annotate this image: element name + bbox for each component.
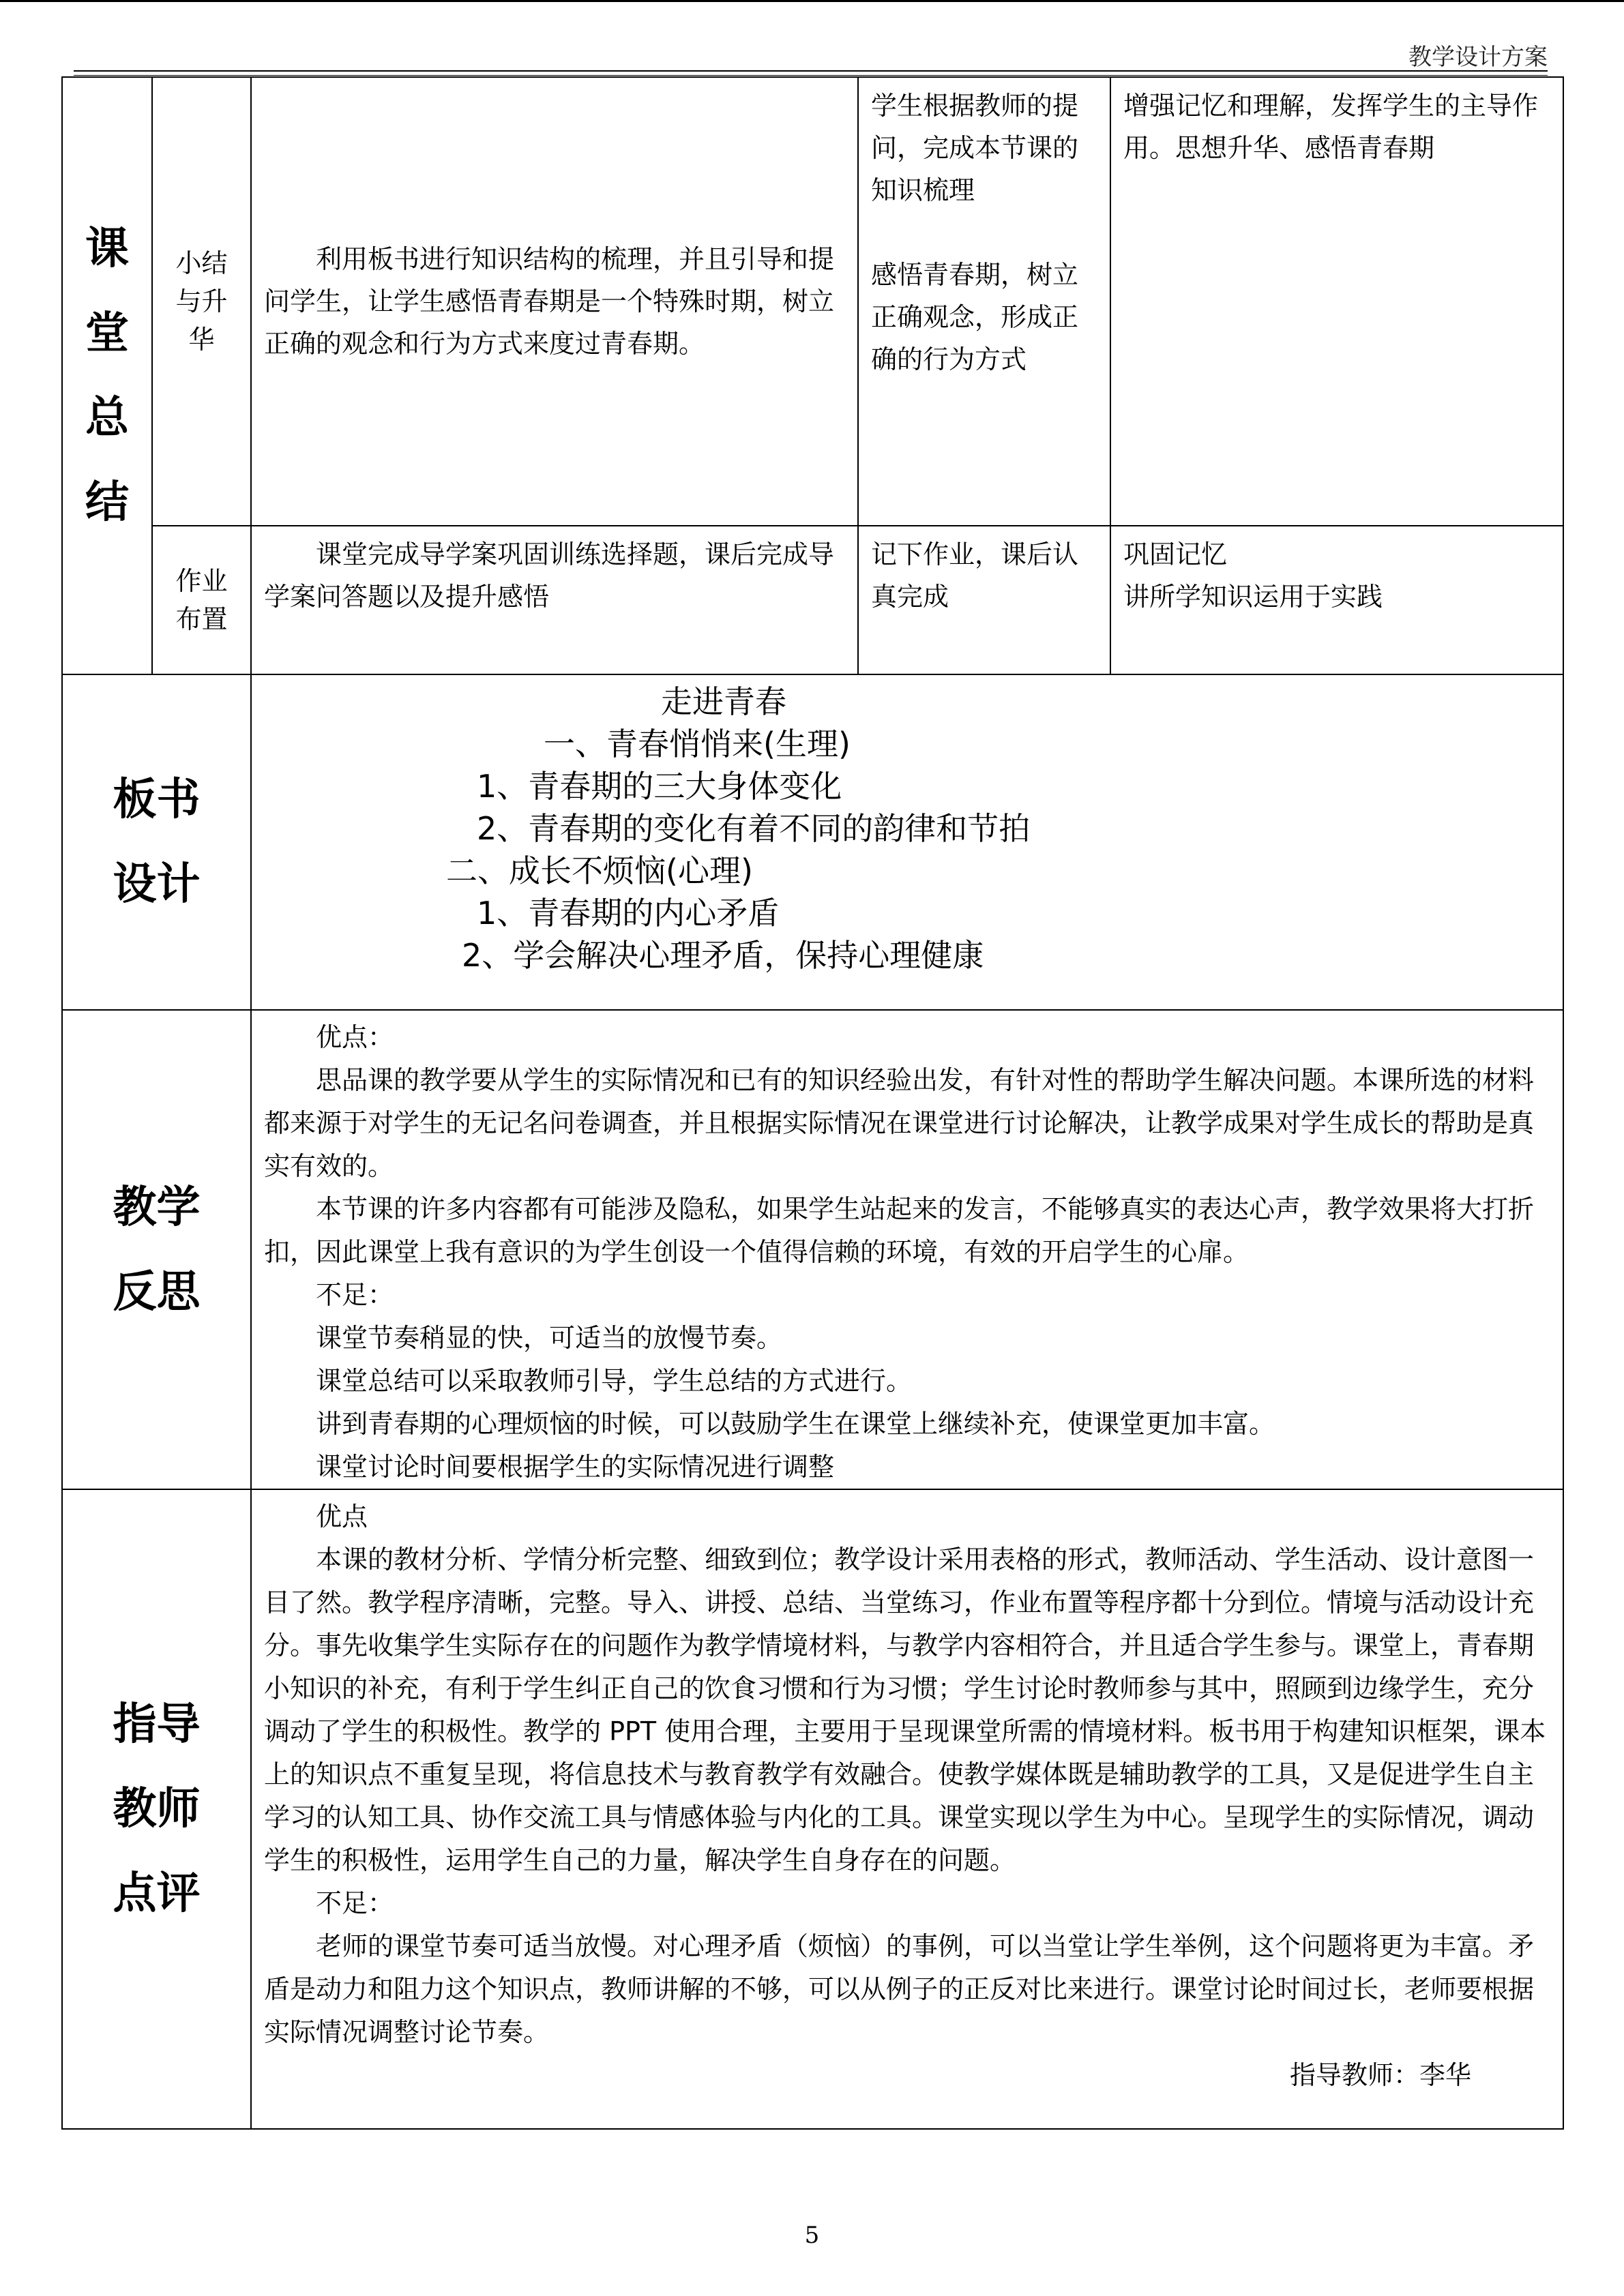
homework-teacher-activity: 课堂完成导学案巩固训练选择题，课后完成导学案问答题以及提升感悟: [251, 526, 858, 674]
reflection-weak-1: 课堂节奏稍显的快，可适当的放慢节奏。: [316, 1323, 783, 1353]
reflection-weak-3: 讲到青春期的心理烦恼的时候，可以鼓励学生在课堂上继续补充，使课堂更加丰富。: [316, 1409, 1275, 1439]
reflection-strengths-label: 优点：: [316, 1022, 394, 1052]
section-title-summary: [62, 77, 152, 674]
section-title-reflection: 教学 反思: [62, 1010, 251, 1489]
homework-student-activity: 记下作业，课后认真完成: [858, 526, 1110, 674]
summary-row-conclusion: [62, 77, 1563, 526]
header-rule: [74, 70, 1548, 72]
homework-design-intent: 巩固记忆 讲所学知识运用于实践: [1110, 526, 1563, 674]
header-rule-thin: [74, 75, 1548, 76]
reflection-row: [62, 1010, 1563, 1489]
header-title: 教学设计方案: [1408, 44, 1548, 71]
reflection-para-1: 思品课的教学要从学生的实际情况和已有的知识经验出发，有针对性的帮助学生解决问题。本课所选的材料都来源于对学生的无记名问卷调查，并且根据实际情况在课堂进行讨论解决，让教学成果对学生成长的帮助是真实有效的。: [264, 1065, 1535, 1181]
page-number: 5: [804, 2222, 820, 2249]
review-content: [251, 1489, 1563, 2129]
board-line-6: 1、青春期的内心矛盾: [477, 895, 780, 931]
board-content: [251, 674, 1563, 1010]
review-row: [62, 1489, 1563, 2129]
reflection-weak-4: 课堂讨论时间要根据学生的实际情况进行调整: [316, 1452, 835, 1482]
conclusion-teacher-activity: 利用板书进行知识结构的梳理，并且引导和提问学生，让学生感悟青春期是一个特殊时期，树立正确的观念和行为方式来度过青春期。: [251, 77, 858, 526]
summary-row-homework: [62, 526, 1563, 674]
label-conclusion: 小结与升华: [152, 77, 251, 526]
board-line-7: 2、学会解决心理矛盾，保持心理健康: [462, 937, 984, 974]
conclusion-design-intent: 增强记忆和理解，发挥学生的主导作用。思想升华、感悟青春期: [1110, 77, 1563, 526]
review-para-1: 本课的教材分析、学情分析完整、细致到位；教学设计采用表格的形式，教师活动、学生活动、设计意图一目了然。教学程序清晰，完整。导入、讲授、总结、当堂练习，作业布置等程序都十分到位。情境与活动设计充分。事先收集学生实际存在的问题作为教学情境材料，与教学内容相符合，并且适合学生参与。课堂上，青春期小知识的补充，有利于学生纠正自己的饮食习惯和行为习惯；学生讨论时教师参与其中，照顾到边缘学生，充分调动了学生的积极性。教学的 PPT 使用合理，主要用于呈现课堂所需的情境材料。板书用于构建知识框架，课本上的知识点不重复呈现，将信息技术与教育教学有效融合。使教学媒体既是辅助教学的工具，又是促进学生自主学习的认知工具、协作交流工具与情感体验与内化的工具。课堂实现以学生为中心。呈现学生的实际情况，调动学生的积极性，运用学生自己的力量，解决学生自身存在的问题。: [264, 1545, 1546, 1875]
label-homework: 作业布置: [152, 526, 251, 674]
reflection-weak-2: 课堂总结可以采取教师引导，学生总结的方式进行。: [316, 1366, 913, 1396]
summary-title-char-2: 堂: [85, 308, 129, 359]
review-strengths-label: 优点: [316, 1502, 368, 1532]
section-title-board: 板书 设计: [62, 674, 251, 1010]
summary-title-char-3: 总: [85, 393, 129, 443]
review-para-2: 老师的课堂节奏可适当放慢。对心理矛盾（烦恼）的事例，可以当堂让学生举例，这个问题将更为丰富。矛盾是动力和阻力这个知识点，教师讲解的不够，可以从例子的正反对比来进行。课堂讨论时间过长，老师要根据实际情况调整讨论节奏。: [264, 1931, 1535, 2047]
board-line-2: 一、青春悄悄来(生理): [544, 726, 851, 762]
board-line-3: 1、青春期的三大身体变化: [477, 768, 842, 805]
reflection-para-2: 本节课的许多内容都有可能涉及隐私，如果学生站起来的发言，不能够真实的表达心声，教学效果将大打折扣，因此课堂上我有意识的为学生创设一个值得信赖的环境，有效的开启学生的心扉。: [264, 1194, 1535, 1267]
reflection-content: [251, 1010, 1563, 1489]
reflection-weakness-label: 不足：: [316, 1280, 394, 1310]
section-title-review: 指导 教师 点评: [62, 1489, 251, 2129]
summary-title-char-4: 结: [85, 477, 129, 528]
review-signature: 指导教师：李华: [1289, 2060, 1471, 2090]
board-line-1: 走进青春: [661, 683, 786, 720]
conclusion-student-activity: 学生根据教师的提问，完成本节课的知识梳理 感悟青春期，树立正确观念，形成正确的行为方式: [858, 77, 1110, 526]
board-line-4: 2、青春期的变化有着不同的韵律和节拍: [477, 810, 1031, 847]
board-row: [62, 674, 1563, 1010]
lesson-plan-table: [61, 76, 1564, 2130]
review-weakness-label: 不足：: [316, 1888, 394, 1918]
board-line-5: 二、成长不烦恼(心理): [446, 852, 753, 889]
summary-title-char-1: 课: [85, 224, 129, 274]
